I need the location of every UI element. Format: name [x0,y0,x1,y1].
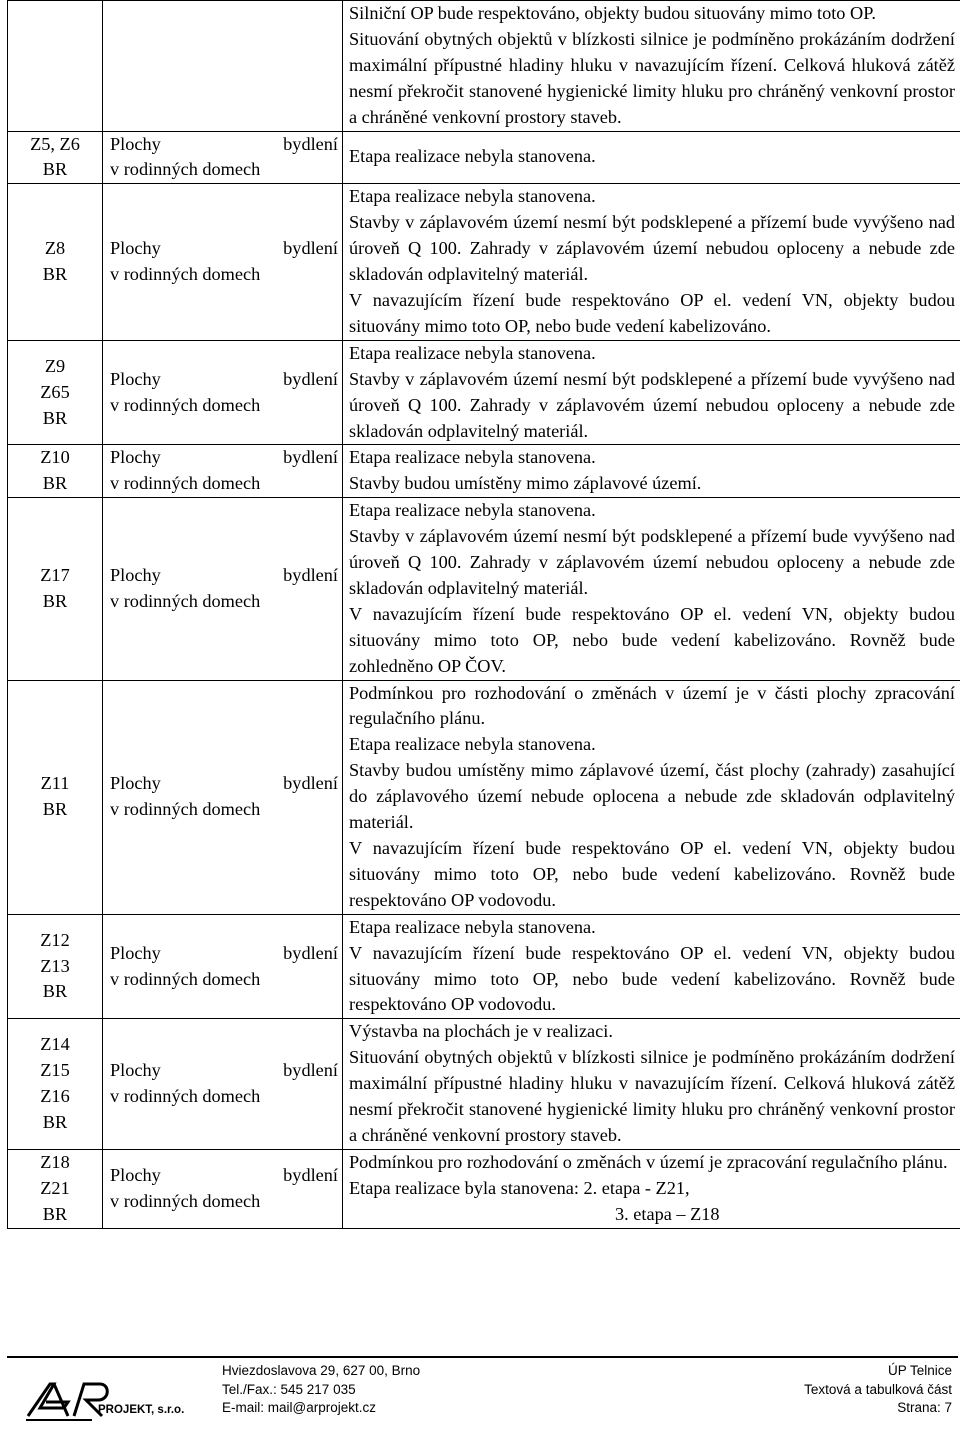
conditions-cell [343,498,960,680]
condition-paragraph: Etapa realizace nebyla stanovena. [349,146,596,167]
land-use-line-2: v rodinných domech [110,473,261,494]
area-code-line: Z8 [44,238,66,259]
area-code-line: Z14 [40,1034,70,1055]
land-use-word-1: Plochy [110,942,161,963]
area-code-cell [8,498,103,680]
condition-paragraph: Etapa realizace nebyla stanovena. [349,500,596,521]
area-code-line: Z15 [40,1060,70,1081]
area-code-line: Z11 [40,773,70,794]
area-code-cell [8,914,103,1019]
condition-paragraph: Stavby budou umístěny mimo záplavové území, část plochy (zahrady) zasahující do záplavového území nebude oplocena a nebude zde skladován odplavitelný materiál. [349,760,955,833]
condition-paragraph-extra: 3. etapa – Z18 [615,1203,720,1224]
condition-paragraph: Silniční OP bude respektováno, objekty budou situovány mimo toto OP. [349,3,876,23]
condition-paragraph: Etapa realizace nebyla stanovena. [349,447,596,468]
conditions-cell [343,445,960,498]
land-use-line-2: v rodinných domech [110,1190,261,1211]
land-use-word-2: bydlení [283,564,338,585]
land-use-line-2: v rodinných domech [110,159,261,180]
land-use-cell [103,914,343,1019]
land-use-cell [103,680,343,914]
land-use-cell [103,445,343,498]
area-code-cell [8,680,103,914]
area-code-cell [8,1149,103,1228]
condition-paragraph: Stavby budou umístěny mimo záplavové území. [349,473,702,494]
area-code-line: Z65 [40,381,70,402]
condition-paragraph: Etapa realizace nebyla stanovena. [349,186,596,207]
condition-paragraph: Etapa realizace nebyla stanovena. [349,342,596,363]
area-code-line: Z9 [44,355,66,376]
footer-address: Hviezdoslavova 29, 627 00, Brno [222,1363,421,1378]
footer-section: Textová a tabulková část [804,1381,952,1397]
area-code-line: BR [42,264,68,285]
land-use-word-2: bydlení [283,1060,338,1081]
table-row [8,1019,960,1150]
condition-paragraph: Situování obytných objektů v blízkosti silnice je podmíněno prokázáním dodržení maximální přípustné hladiny hluku v navazujícím řízení. Celková hluková zátěž nesmí překročit stanovené hygienické limity hluku pro chráněný venkovní prostor a chráněné venkovní prostory staveb. [349,28,955,127]
conditions-cell [343,184,960,340]
area-code-cell [8,340,103,445]
footer-divider [7,1356,958,1358]
condition-paragraph: V navazujícím řízení bude respektováno OP el. vedení VN, objekty budou situovány mimo toto OP, nebo bude vedení kabelizováno. Rovněž bude zohledněno OP ČOV. [349,603,955,676]
condition-paragraph: Stavby v záplavovém území nesmí být podsklepené a přízemí bude vyvýšeno nad úroveň Q 100. Zahrady v záplavovém území nebudou oploceny a nebude zde skladován odplavitelný materiál. [349,212,955,285]
area-code-cell [8,1019,103,1150]
land-use-cell [103,184,343,340]
table-row [8,131,960,184]
land-use-word-2: bydlení [283,368,338,389]
land-use-word-2: bydlení [283,773,338,794]
logo-company-text: PROJEKT, s.r.o. [98,1404,185,1416]
land-use-word-2: bydlení [283,942,338,963]
table-row [8,445,960,498]
land-use-word-1: Plochy [110,1060,161,1081]
land-use-line-2: v rodinných domech [110,1086,261,1107]
conditions-cell [343,914,960,1019]
table-row [8,1149,960,1228]
condition-paragraph: Stavby v záplavovém území nesmí být podsklepené a přízemí bude vyvýšeno nad úroveň Q 100. Zahrady v záplavovém území nebudou oploceny a nebude zde skladován odplavitelný materiál. [349,526,955,598]
area-code-line: Z16 [40,1086,70,1107]
land-use-word-2: bydlení [283,238,338,259]
condition-paragraph: Etapa realizace nebyla stanovena. [349,734,596,755]
condition-paragraph: Podmínkou pro rozhodování o změnách v území je v části plochy zpracování regulačního plánu. [349,682,955,729]
conditions-cell [343,1,960,132]
area-code-line: BR [42,407,68,428]
area-code-line: BR [42,159,68,180]
land-use-word-1: Plochy [110,133,161,154]
land-use-cell [103,1149,343,1228]
land-use-cell [103,1,343,132]
condition-paragraph: V navazujícím řízení bude respektováno OP el. vedení VN, objekty budou situovány mimo toto OP, nebo bude vedení kabelizováno. Rovněž bude respektováno OP vodovodu. [349,942,955,1015]
footer-page-number: Strana: 7 [897,1400,952,1415]
conditions-cell [343,1019,960,1150]
area-code-line: Z10 [40,447,70,468]
footer-doc-name: ÚP Telnice [887,1363,952,1378]
footer-phone: Tel./Fax.: 545 217 035 [222,1381,356,1397]
land-use-word-2: bydlení [283,447,338,468]
conditions-cell [343,131,960,184]
footer-docinfo [804,1362,952,1418]
land-use-line-2: v rodinných domech [110,394,261,415]
land-use-word-1: Plochy [110,1164,161,1185]
regulation-table [7,0,960,1229]
land-use-cell [103,131,343,184]
condition-paragraph: Situování obytných objektů v blízkosti silnice je podmíněno prokázáním dodržení maximální přípustné hladiny hluku v navazujícím řízení. Celková hluková zátěž nesmí překročit stanovené hygienické limity hluku pro chráněný venkovní prostor a chráněné venkovní prostory staveb. [349,1047,955,1145]
land-use-line-2: v rodinných domech [110,264,261,285]
table-row [8,340,960,445]
area-code-cell [8,184,103,340]
area-code-line: BR [42,1112,68,1133]
land-use-word-2: bydlení [283,1164,338,1185]
condition-paragraph: V navazujícím řízení bude respektováno OP el. vedení VN, objekty budou situovány mimo toto OP, nebo bude vedení kabelizováno. [349,289,955,336]
land-use-line-2: v rodinných domech [110,590,261,611]
condition-paragraph: Etapa realizace nebyla stanovena. [349,916,596,937]
area-code-line: Z12 [40,929,70,950]
area-code-line: BR [42,590,68,611]
table-row [8,184,960,340]
area-code-cell [8,131,103,184]
table-row [8,498,960,680]
land-use-word-1: Plochy [110,368,161,389]
conditions-cell [343,1149,960,1228]
conditions-cell [343,680,960,914]
table-row [8,1,960,132]
area-code-line: BR [42,799,68,820]
land-use-word-1: Plochy [110,447,161,468]
condition-paragraph: V navazujícím řízení bude respektováno OP el. vedení VN, objekty budou situovány mimo toto OP, nebo bude vedení kabelizováno. Rovněž bude respektováno OP vodovodu. [349,838,955,910]
condition-paragraph: Stavby v záplavovém území nesmí být podsklepené a přízemí bude vyvýšeno nad úroveň Q 100. Zahrady v záplavovém území nebudou oploceny a nebude zde skladován odplavitelný materiál. [349,368,955,441]
footer-contact [222,1362,420,1418]
area-code-line: Z17 [40,564,70,585]
land-use-cell [103,1019,343,1150]
area-code-cell [8,445,103,498]
condition-paragraph: Výstavba na plochách je v realizaci. [349,1021,613,1042]
land-use-line-2: v rodinných domech [110,968,261,989]
conditions-cell [343,340,960,445]
land-use-word-1: Plochy [110,773,161,794]
land-use-line-2: v rodinných domech [110,799,261,820]
land-use-word-1: Plochy [110,238,161,259]
area-code-line: BR [42,473,68,494]
land-use-word-1: Plochy [110,564,161,585]
area-code-line: Z18 [40,1151,70,1172]
area-code-line: Z5, Z6 [30,133,80,154]
table-row [8,914,960,1019]
table-row [8,680,960,914]
area-code-line: BR [42,1203,68,1224]
area-code-line: Z13 [40,955,70,976]
area-code-line: BR [42,981,68,1002]
land-use-cell [103,498,343,680]
area-code-line: Z21 [40,1177,70,1198]
land-use-word-2: bydlení [283,133,338,154]
condition-paragraph: Podmínkou pro rozhodování o změnách v území je zpracování regulačního plánu. [349,1151,948,1172]
area-code-cell [8,1,103,132]
footer-email: E-mail: mail@arprojekt.cz [222,1400,376,1415]
condition-paragraph: Etapa realizace byla stanovena: 2. etapa - Z21, [349,1177,690,1198]
land-use-cell [103,340,343,445]
